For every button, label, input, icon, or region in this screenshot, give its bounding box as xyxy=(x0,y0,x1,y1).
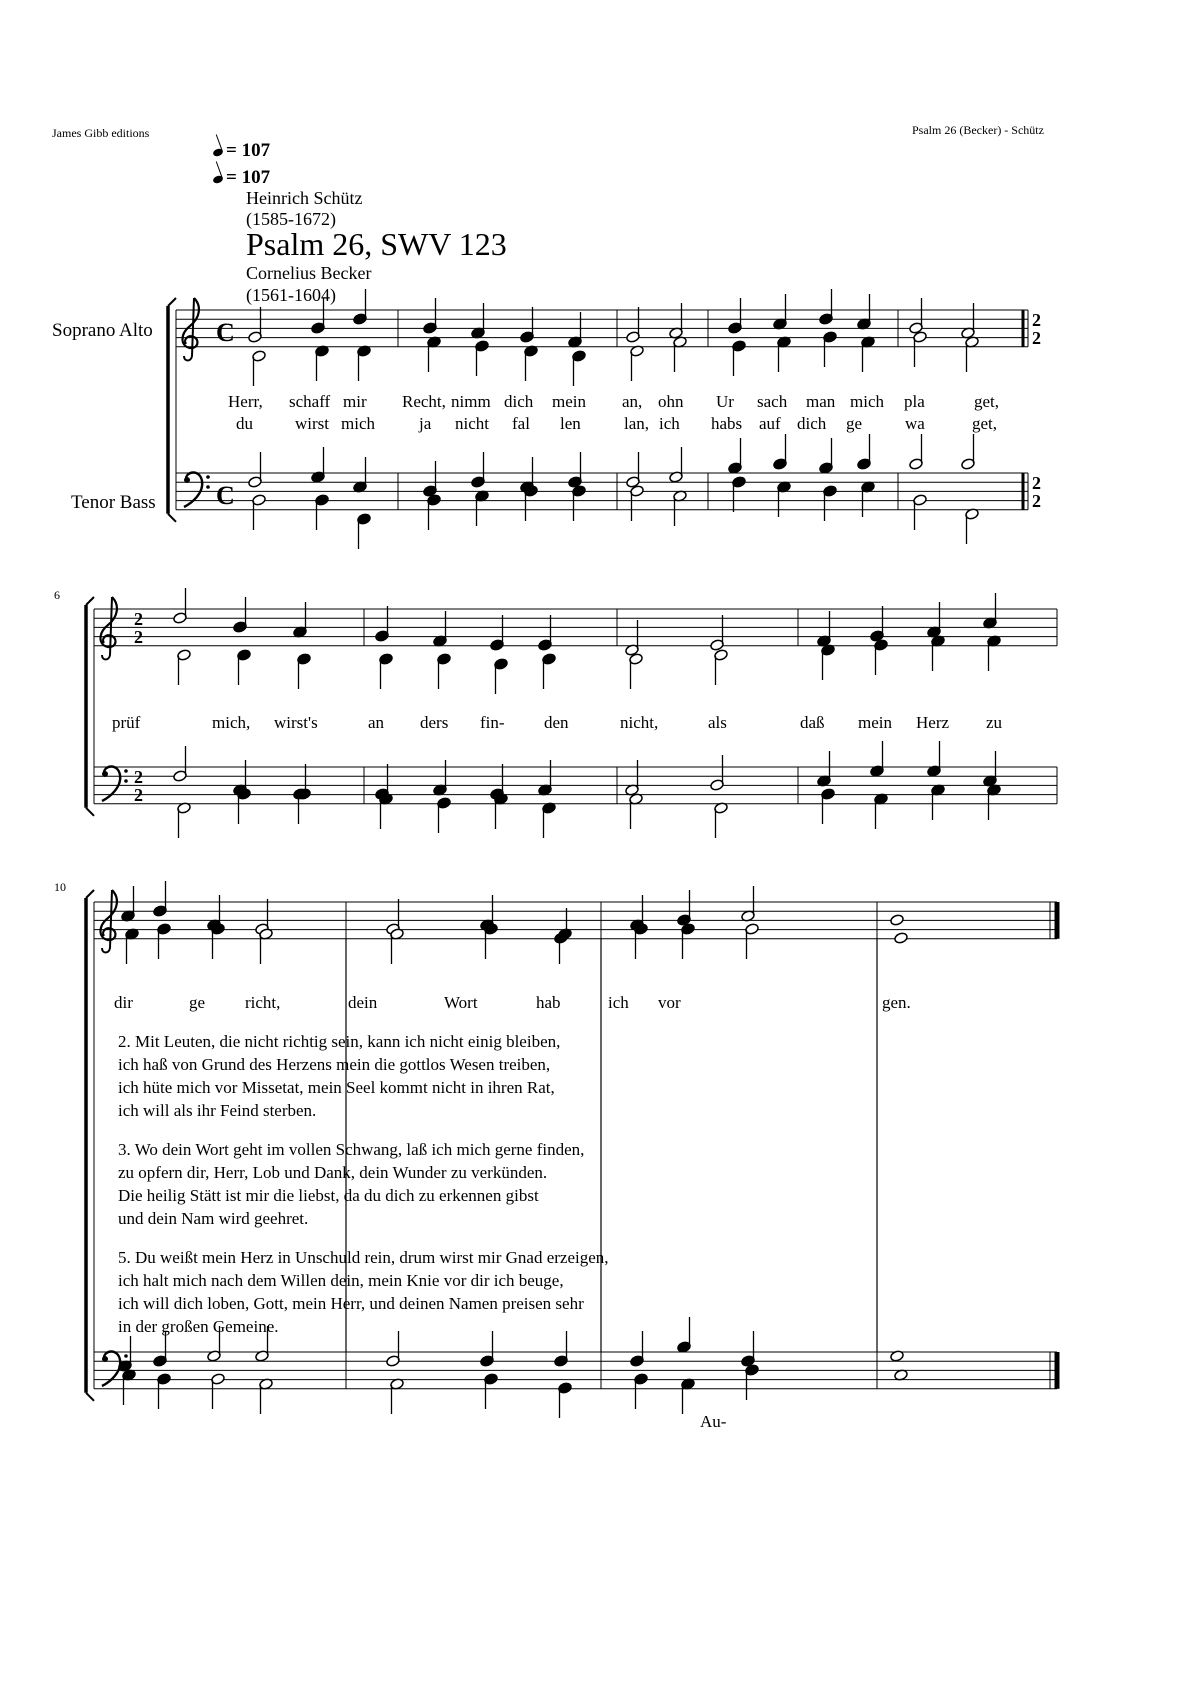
time-signature: 2 xyxy=(1032,328,1041,348)
lyric-syllable: mir xyxy=(343,392,367,411)
lyric-syllable: mein xyxy=(552,392,586,411)
lyric-syllable: ich xyxy=(608,993,629,1012)
note-head xyxy=(894,932,909,945)
tempo-mark: = 107 xyxy=(213,140,270,162)
lyric-syllable: ja xyxy=(419,414,432,433)
lyric-syllable: als xyxy=(708,713,727,732)
poet-dates: (1561-1604) xyxy=(246,285,336,305)
time-signature: 2 xyxy=(1032,491,1041,511)
lyric-syllable: wirst xyxy=(295,414,329,433)
time-signature: 2 xyxy=(1032,473,1041,493)
lyric-syllable: ge xyxy=(189,993,206,1012)
lyric-syllable: get, xyxy=(972,414,998,433)
time-signature: 2 xyxy=(134,609,143,629)
lyric-syllable: vor xyxy=(658,993,681,1012)
lyric-syllable: lan, xyxy=(624,414,650,433)
lyric-syllable: den xyxy=(544,713,569,732)
lyric-syllable: Ur xyxy=(716,392,734,411)
time-signature: 2 xyxy=(1032,310,1041,330)
lyric-syllable: daß xyxy=(800,713,825,732)
lyric-syllable: sach xyxy=(757,392,788,411)
composer-name: Heinrich Schütz xyxy=(246,188,363,208)
lyric-syllable: dich xyxy=(797,414,827,433)
lyric-syllable: dich xyxy=(504,392,534,411)
lyric-syllable: auf xyxy=(759,414,781,433)
lyric-syllable: dir xyxy=(114,993,133,1012)
lyric-syllable: fin- xyxy=(480,713,505,732)
lyric-syllable: get, xyxy=(974,392,1000,411)
lyric-syllable: mein xyxy=(858,713,892,732)
lyric-syllable: wa xyxy=(905,414,925,433)
time-signature: 2 xyxy=(134,767,143,787)
note-head xyxy=(890,914,905,927)
verse-3: 3. Wo dein Wort geht im vollen Schwang, laß ich mich gerne finden, zu opfern dir, Herr, Lob und Dank, dein Wunder zu verkünden. Die heilig Stätt ist mir die liebst, da du dich zu erkennen gibst und dein Nam wird geehret. xyxy=(118,1140,585,1228)
lyric-syllable: du xyxy=(236,414,253,433)
time-signature: C xyxy=(216,318,235,347)
part-name-tenor-bass: Tenor Bass xyxy=(71,492,156,513)
lyric-syllable: nicht xyxy=(455,414,489,433)
piece-title: Psalm 26, SWV 123 xyxy=(246,226,507,262)
time-signature: C xyxy=(216,481,235,510)
lyric-syllable: habs xyxy=(711,414,743,433)
verse-5: 5. Du weißt mein Herz in Unschuld rein, drum wirst mir Gnad erzeigen, ich halt mich nach dem Willen dein, mein Knie vor dir ich beuge, ich will dich loben, Gott, mein Herr, und deinen Namen preisen sehr in der großen Gemeine. xyxy=(118,1248,609,1336)
bass-clef-icon xyxy=(184,473,210,508)
verse-2: 2. Mit Leuten, die nicht richtig sein, kann ich nicht einig bleiben, ich haß von Grund des Herzens mein die gottlos Wesen treiben, ich hüte mich vor Missetat, mein Seel kommt nicht in ihren Rat, ich will als ihr Feind sterben. xyxy=(118,1032,561,1120)
time-signature: 2 xyxy=(134,785,143,805)
lyric-syllable: man xyxy=(806,392,836,411)
running-title: Psalm 26 (Becker) - Schütz xyxy=(912,123,1044,137)
lyric-syllable: mich xyxy=(341,414,375,433)
lyric-syllable: prüf xyxy=(112,713,141,732)
lyric-syllable: Recht, xyxy=(402,392,446,411)
composer-dates: (1585-1672) xyxy=(246,209,336,229)
time-signature: 2 xyxy=(134,627,143,647)
lyric-syllable: mich xyxy=(850,392,884,411)
lyric-syllable: nimm xyxy=(451,392,491,411)
edition-label: James Gibb editions xyxy=(52,126,150,140)
lyric-syllable: richt, xyxy=(245,993,281,1012)
lyric-syllable: ge xyxy=(846,414,863,433)
lyric-syllable: ich xyxy=(659,414,680,433)
lyric-syllable: fal xyxy=(512,414,530,433)
lyric-syllable: nicht, xyxy=(620,713,659,732)
lyric-syllable: an, xyxy=(622,392,643,411)
lyric-syllable: schaff xyxy=(289,392,331,411)
treble-clef-icon xyxy=(183,298,199,361)
treble-clef-icon xyxy=(101,597,117,660)
lyric-syllable: Herz xyxy=(916,713,950,732)
lyric-syllable: an xyxy=(368,713,385,732)
lyric-syllable: zu xyxy=(986,713,1003,732)
lyric-syllable: dein xyxy=(348,993,378,1012)
bass-clef-icon xyxy=(102,767,128,802)
lyric-syllable: wirst's xyxy=(274,713,318,732)
treble-clef-icon xyxy=(101,890,117,953)
lyric-syllable: pla xyxy=(904,392,925,411)
lyric-syllable: ohn xyxy=(658,392,684,411)
lyric-syllable: hab xyxy=(536,993,561,1012)
lyric-syllable: mich, xyxy=(212,713,251,732)
poet-name: Cornelius Becker xyxy=(246,263,372,283)
lyric-syllable: ders xyxy=(420,713,449,732)
lyric-syllable: gen. xyxy=(882,993,911,1012)
part-name-soprano-alto: Soprano Alto xyxy=(52,320,153,341)
lyric-syllable: Wort xyxy=(444,993,478,1012)
tempo-mark: = 107 xyxy=(213,167,270,189)
measure-number: 10 xyxy=(54,880,66,894)
bass-lyric: Au- xyxy=(700,1412,727,1431)
lyric-syllable: len xyxy=(560,414,581,433)
measure-number: 6 xyxy=(54,588,60,602)
lyric-syllable: Herr, xyxy=(228,392,263,411)
